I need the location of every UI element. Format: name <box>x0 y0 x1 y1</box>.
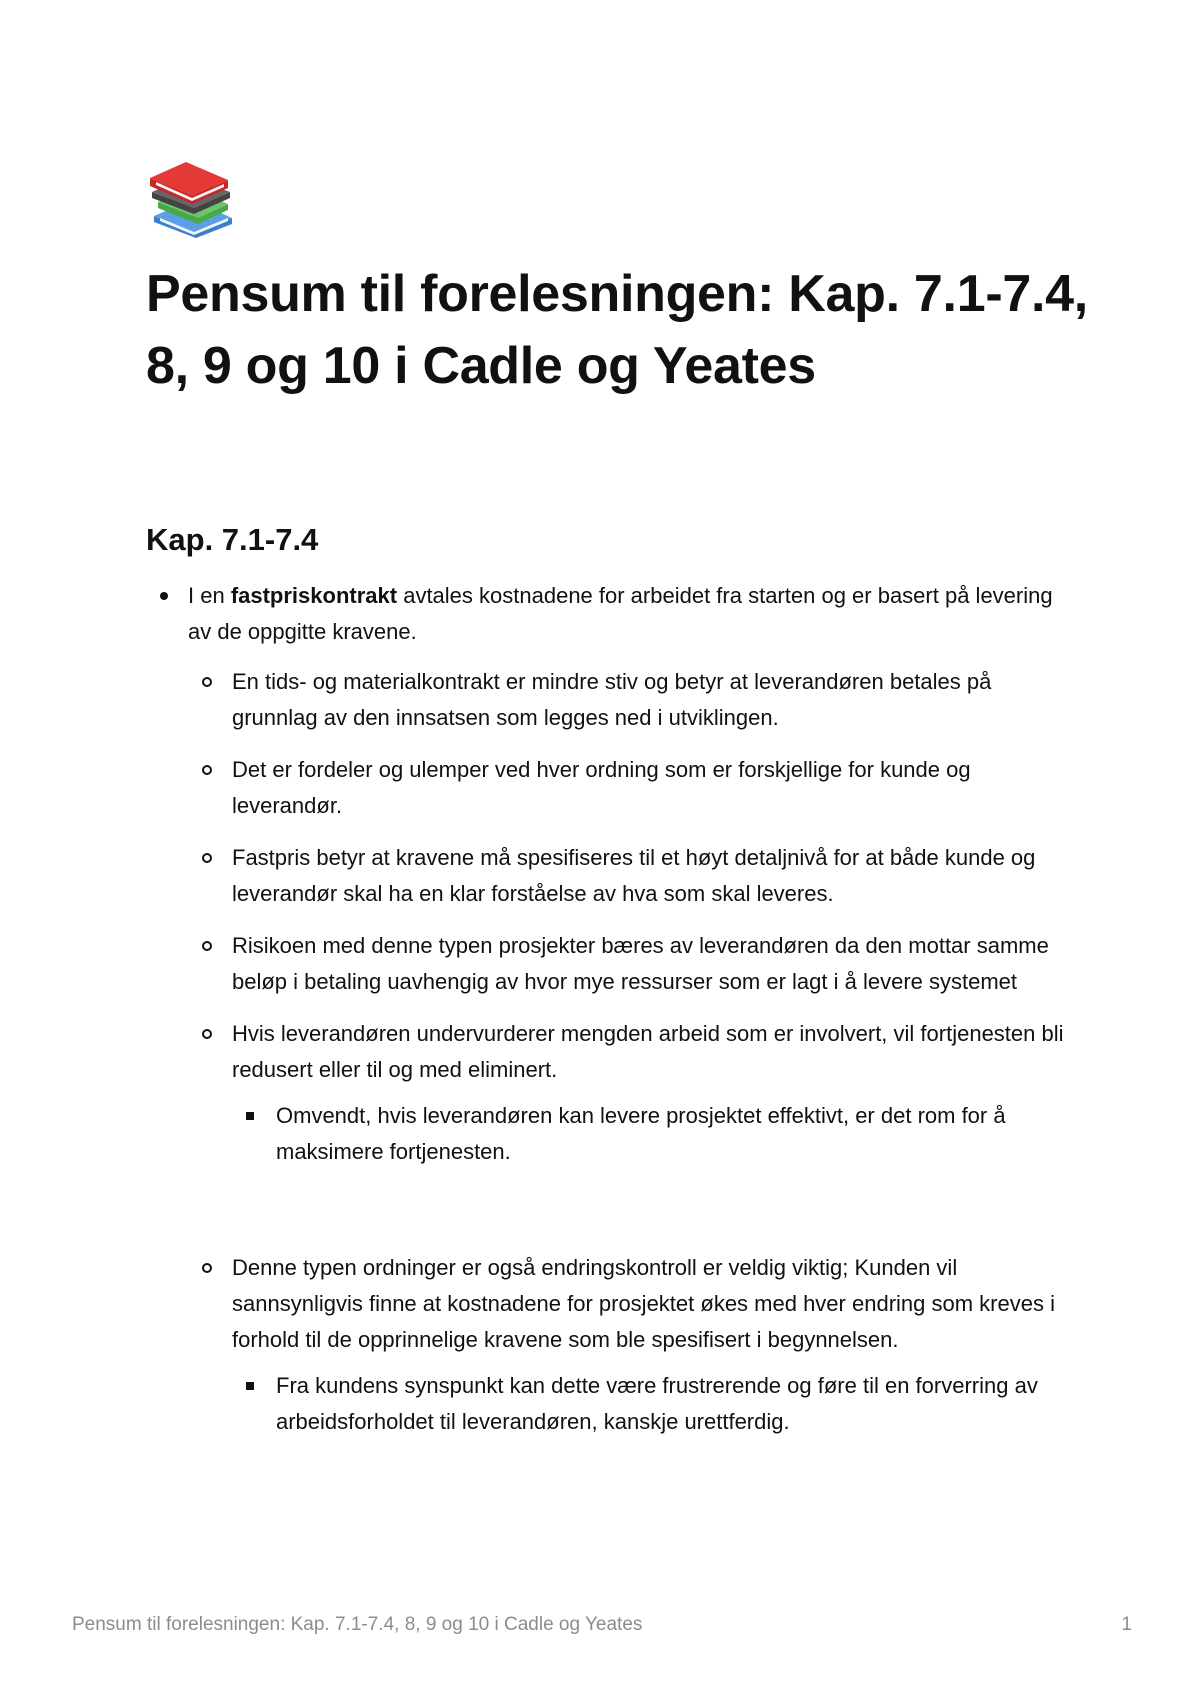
bullet-list <box>146 578 1066 1440</box>
sub-item-text: Risikoen med denne typen prosjekter bæres av leverandøren da den mottar samme beløp i betaling uavhengig av hvor mye ressurser som er lagt i å levere systemet <box>232 933 1049 994</box>
sub-item-text: Det er fordeler og ulemper ved hver ordning som er forskjellige for kunde og leverandør. <box>232 757 971 818</box>
circle-bullet-icon <box>202 1029 212 1039</box>
sub-sub-item-text: Fra kundens synspunkt kan dette være frustrerende og føre til en forverring av arbeidsforholdet til leverandøren, kanskje urettferdig. <box>276 1373 1038 1434</box>
circle-bullet-icon <box>202 1263 212 1273</box>
item-text-suffix: avtales kostnadene for arbeidet fra starten og er basert på levering av de oppgitte kravene. <box>188 583 1053 644</box>
sub-list <box>188 664 1066 1440</box>
sub-item-text: Denne typen ordninger er også endringskontroll er veldig viktig; Kunden vil sannsynligvis finne at kostnadene for prosjektet økes med hver endring som kreves i forhold til de opprinnelige kravene som ble spesifisert i begynnelsen. <box>232 1255 1055 1352</box>
list-item <box>146 578 1066 1440</box>
page-footer <box>72 1614 1132 1636</box>
sub-sub-list-item <box>232 1368 1066 1440</box>
sub-item-text: Fastpris betyr at kravene må spesifiseres til et høyt detaljnivå for at både kunde og leverandør skal ha en klar forståelse av hva som skal leveres. <box>232 845 1036 906</box>
page-title: Pensum til forelesningen: Kap. 7.1-7.4, 8, 9 og 10 i Cadle og Yeates <box>146 265 1088 395</box>
page-number: 1 <box>1121 1614 1132 1635</box>
sub-list-item <box>188 1250 1066 1440</box>
circle-bullet-icon <box>202 677 212 687</box>
books-stack-icon <box>148 158 236 238</box>
disc-bullet-icon <box>160 592 168 600</box>
sub-sub-list <box>232 1368 1066 1440</box>
item-text-bold: fastpriskontrakt <box>230 583 398 608</box>
item-text-prefix: I en <box>188 583 231 608</box>
circle-bullet-icon <box>202 941 212 951</box>
sub-list-item <box>188 1016 1066 1234</box>
square-bullet-icon <box>246 1112 254 1120</box>
sub-list-item <box>188 840 1066 912</box>
section-heading: Kap. 7.1-7.4 <box>146 522 319 557</box>
sub-sub-list-item <box>232 1098 1066 1170</box>
circle-bullet-icon <box>202 853 212 863</box>
sub-item-text: En tids- og materialkontrakt er mindre stiv og betyr at leverandøren betales på grunnlag av den innsatsen som legges ned i utviklingen. <box>232 669 992 730</box>
square-bullet-icon <box>246 1382 254 1390</box>
sub-list-item <box>188 928 1066 1000</box>
sub-sub-item-text: Omvendt, hvis leverandøren kan levere prosjektet effektivt, er det rom for å maksimere fortjenesten. <box>276 1103 1006 1164</box>
footer-title: Pensum til forelesningen: Kap. 7.1-7.4, 8, 9 og 10 i Cadle og Yeates <box>72 1614 643 1635</box>
sub-list-item <box>188 664 1066 736</box>
sub-list-item <box>188 752 1066 824</box>
content-body <box>146 578 1066 1456</box>
sub-item-text: Hvis leverandøren undervurderer mengden arbeid som er involvert, vil fortjenesten bli redusert eller til og med eliminert. <box>232 1021 1064 1082</box>
empty-block <box>232 1184 1066 1234</box>
sub-sub-list <box>232 1098 1066 1170</box>
circle-bullet-icon <box>202 765 212 775</box>
